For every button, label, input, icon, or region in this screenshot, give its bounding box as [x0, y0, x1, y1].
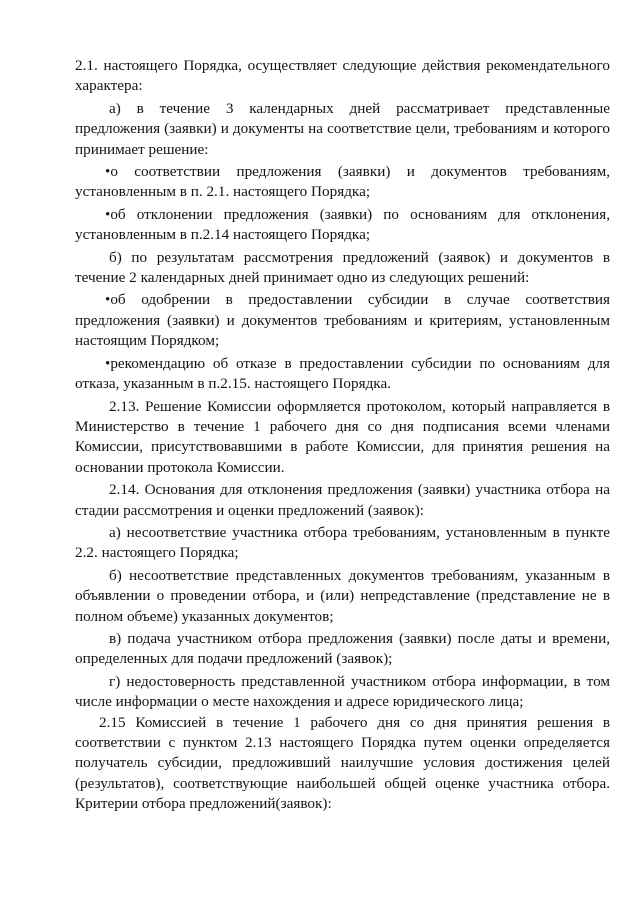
section-2-14: 2.14. Основания для отклонения предложения (заявки) участника отбора на стадии рассмотрения и оценки предложений (заявок):: [75, 481, 610, 519]
paragraph-item-a: а) в течение 3 календарных дней рассматривает представленные предложения (заявки) и документы на соответствие цели, требованиям и которого принимает решение:: [75, 99, 610, 158]
bullet-approval: •об одобрении в предоставлении субсидии в случае соответствия предложения (заявки) и документов требованиям и критериям, установленным настоящим Порядком;: [75, 291, 610, 350]
section-2-14-g: г) недостоверность представленной участником отбора информации, в том числе информации о месте нахождения и адресе юридического лица;: [75, 672, 610, 711]
section-2-14-b: б) несоответствие представленных документов требованиям, указанным в объявлении о проведении отбора, и (или) непредставление (представление не в полном объеме) указанных документов;: [75, 566, 610, 625]
bullet-compliance: •о соответствии предложения (заявки) и документов требованиям, установленным в п. 2.1. настоящего Порядка;: [75, 163, 610, 201]
paragraph-intro: 2.1. настоящего Порядка, осуществляет следующие действия рекомендательного характера:: [75, 57, 610, 95]
bullet-refusal: •рекомендацию об отказе в предоставлении субсидии по основаниям для отказа, указанным в п.2.15. настоящего Порядка.: [75, 354, 610, 393]
paragraph-item-b: б) по результатам рассмотрения предложений (заявок) и документов в течение 2 календарных дней принимает одно из следующих решений:: [75, 248, 610, 287]
section-2-14-v: в) подача участником отбора предложения (заявки) после даты и времени, определенных для подачи предложений (заявок);: [75, 629, 610, 668]
section-2-15: 2.15 Комиссией в течение 1 рабочего дня со дня принятия решения в соответствии с пунктом 2.13 настоящего Порядка путем оценки определяется получатель субсидии, предложивший наилучшие условия достижения целей (результатов), соответствующие наибольшей общей оценке участника отбора. Критерии отбора предложений(заявок):: [75, 713, 610, 813]
section-2-14-a: а) несоответствие участника отбора требованиям, установленным в пункте 2.2. настоящего Порядка;: [75, 523, 610, 562]
section-2-13: 2.13. Решение Комиссии оформляется протоколом, который направляется в Министерство в течение 1 рабочего дня со дня подписания всеми членами Комиссии, присутствовавшими в работе Комиссии, для принятия решения на основании протокола Комиссии.: [75, 397, 610, 476]
bullet-rejection: •об отклонении предложения (заявки) по основаниям для отклонения, установленным в п.2.14 настоящего Порядка;: [75, 205, 610, 244]
